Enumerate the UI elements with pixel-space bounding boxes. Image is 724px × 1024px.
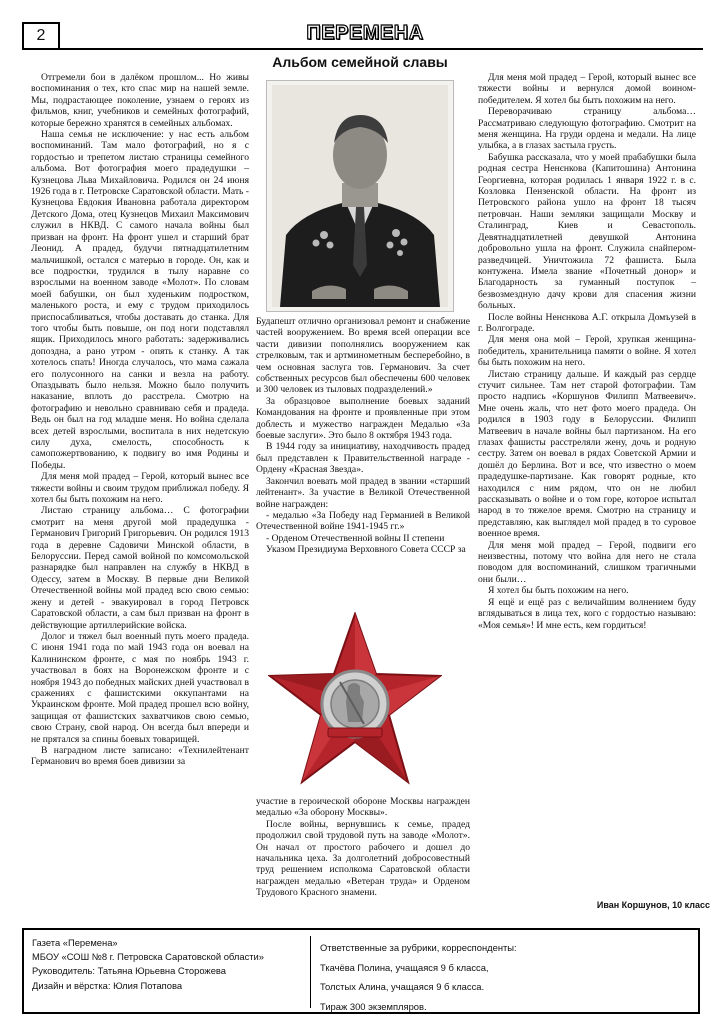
article-column-3 [478, 72, 696, 631]
paragraph: Я ещё и ещё раз с величайшим волнением буду вглядываться в лица тех, кого с гордостью называю: «Моя семья»! И мне есть, кем гордиться! [478, 596, 696, 631]
paragraph: После войны, вернувшись к семье, прадед продолжил свой трудовой путь на заводе «Молот». Он начал от простого рабочего и дошел до начальника цеха. За долголетний добросовестный труд решением исполкома Саратовской области награжден медалью «Ветеран труда» и Орденом Трудового Красного знамени. [256, 818, 470, 899]
correspondent: Толстых Алина, учащаяся 9 б класса. [320, 981, 485, 992]
paragraph: - Орденом Отечественной войны II степени [266, 532, 445, 544]
newspaper-name: Газета «Перемена» [32, 937, 118, 948]
order-red-star-drawing [268, 612, 442, 788]
paragraph: Для меня мой прадед – Герой, который вынес все тяжести войны и вернулся домой воином-победителем. Я хотел бы быть похожим на него. [478, 72, 696, 106]
supervisor: Руководитель: Татьяна Юрьевна Сторожева [32, 965, 226, 977]
paragraph: После войны Ненєнкова А.Г. открыла Домъузей в г. Волгограде. [478, 311, 696, 334]
paragraph: Будапешт отлично организовал ремонт и снабжение частей вооружением. Во время всей операции все части дивизии пополнялись вооружением как стрелковым, так и артминометным бесперебойно, в чем основная заслуга тов. Германович. За счет собственных ресурсов был обеспечены 600 человек и 300 человек из тыловых подразделений.» [256, 316, 470, 396]
paragraph: Я хотел бы быть похожим на него. [488, 585, 629, 597]
paragraph: Листаю страницу альбома… С фотографии смотрит на меня другой мой прадедушка - Германович Григорий Григорьевич. Он родился 1913 года в деревне Садовичи Минской области, в Белоруссии. Перед самой войной по комсомольской разнарядке был направлен на службу в НКВД в Одессу, затем в Москву. В первые дни Великой Отечественной войны мой прадед всю свою семью: жену и детей - эвакуировал в город Петровск Саратовской области, а сам был призван на фронт в действующие артиллерийские войска. [31, 505, 249, 631]
author-signature: Иван Коршунов, 10 класс [596, 900, 710, 910]
paragraph: Для меня мой прадед – Герой, подвиги его неизвестны, потому что война для него не стала поводом для воспоминаний, слишком трагичными они были… [478, 539, 696, 585]
paragraph: Наша семья не исключение: у нас есть альбом воспоминаний. Там мало фотографий, но я с гордостью и трепетом листаю страницы семейного альбома. Вот фотография моего прадедушки – Кузнецова Льва Михайловича. Родился он 24 июня 1926 года в г. Петровске Саратовской области. Мать - Кузнецова Евдокия Ивановна работала директором Детского Дома, отец Кузнецов Михаил Максимович служил в НКВД. С самого начала войны был призван на фронт. На фронт ушел и старший брат Леонид. А прадед, будучи пятнадцатилетним мальчишкой, остался с матерью в городе. Он, как и все подростки, трудился в тылу наравне со взрослыми на военном заводе «Молот». По словам моей бабушки, он был худеньким подростком, маленького роста, и ему с трудом приходилось приспосабливаться, чтобы доставать до станка. Для того чтобы быть повыше, он под ноги подставлял ящик. Приходилось много работать: задерживались допоздна, а рано утром - опять к станку. А так хотелось спать! Иногда случалось, что мама сажала его полусонного на санки и везла на работу. Опаздывать было нельзя. Можно было получить наказание, вплоть до расстрела. Смотрю на фотографию и невольно сравниваю себя и прадеда. Ведь он был на год младше меня. Но война сделала всех детей взрослыми, воспитала в них недетскую силу духа, смелость, способность к самопожертвованию, к подвигу во имя Родины и Победы. [31, 129, 249, 471]
imprint-left [32, 936, 304, 993]
paragraph: Долог и тяжел был военный путь моего прадеда. С июня 1941 года по май 1943 года он воевал на Калининском фронте, с мая по ноябрь 1943 г. участвовал в боях на Воронежском фронте и с ноября 1943 до победных майских дней участвовал в сражениях с фашистскими оккупантами на Украинском фронте. Мой прадед прошел всю войну, защищая от фашистских захватчиков свою семью, свою Страну, свой народ. Он всегда был впереди и не прятался за спины боевых товарищей. [31, 630, 249, 745]
paragraph: Листаю страницу дальше. И каждый раз сердце стучит сильнее. Там нет старой фотографии. Там просто надпись «Коршунов Филипп Матвеевич». Мне очень жаль, что нет фото моего прадеда. Он родился в 1903 году в Белоруссии. Филипп Матвеевич в начале войны был партизаном. На его глазах фашисты расстреляли жену, дочь и родную сестру. Затем он воевал в рядах Советской Армии и дошёл до Берлина. Вот и все, что известно о моем прадедушке-партизане. Как говорят родные, кто находился с ним рядом, что он не любил рассказывать о войне и о том горе, которое испытал народ в то тяжелое время. Смотрю на страницу и представляю, как выглядел мой прадед в то суровое военное время. [478, 368, 696, 540]
portrait-photo [266, 80, 454, 312]
portrait-photo-drawing [272, 85, 448, 307]
paragraph: Переворачиваю страницу альбома… Рассматриваю следующую фотографию. Смотрит на меня женщина. На груди ордена и медали. На лице улыбка, а в глазах застыла грусть. [478, 106, 696, 152]
paragraph: - медалью «За Победу над Германией в Великой Отечественной войне 1941-1945 гг.» [256, 509, 470, 533]
paragraph: В наградном листе записано: «Технилейтенант Германович во время боев дивизии за [31, 744, 249, 768]
circulation: Тираж 300 экземпляров. [320, 1000, 427, 1012]
masthead: ПЕРЕМЕНА [306, 21, 424, 44]
article-column-1 [31, 72, 249, 768]
paragraph: Бабушка рассказала, что у моей прабабушки была родная сестра Ненєнкова (Капитошина) Антонина Георгиевна, которая родилась 1 января 1922 г. в с. Козловка Пензенской области. На фронт из Петровского района ушло на фронт 18 тысяч петровчан. Наши земляки защищали Москву и Сталинград, Киев и Севастополь. Девятнадцатилетней девушкой Антонина добровольно ушла на фронт. Служила снайпером-разведчицей. Уничтожила 72 фашиста. Была контужена. Имела звание «Почетный донор» и Благодарность за гуманный поступок – безвозмездную дачу крови для спасения жизни больных. [478, 151, 696, 312]
header-rule [60, 48, 703, 50]
paragraph: За образцовое выполнение боевых заданий Командования на фронте и проявленные при этом доблесть и мужество награжден Медалью «За боевые заслуги». Это было 8 октября 1943 года. [256, 395, 470, 442]
correspondents-heading: Ответственные за рубрики, корреспонденты: [320, 942, 517, 953]
correspondent: Ткачёва Полина, учащаяся 9 б класса, [320, 961, 489, 973]
paragraph: Для меня мой прадед – Герой, который вынес все тяжести войны и своим трудом приближал победу. Я хотел бы быть похожим на него. [31, 471, 249, 506]
paragraph: Указом Президиума Верховного Совета СССР за [266, 544, 466, 556]
article-column-2-continued [256, 796, 470, 899]
page-number: 2 [22, 22, 60, 50]
paragraph: В 1944 году за инициативу, находчивость прадед был представлен к Правительственной награде - Ордену «Красная Звезда». [256, 441, 470, 476]
imprint-right [320, 938, 690, 1016]
paragraph: Для меня она мой – Герой, хрупкая женщина-победитель, хранительница памяти о войне. Я хотел бы быть похожим на него. [478, 334, 696, 369]
paragraph: Отгремели бои в далёком прошлом... Но живы воспоминания о тех, кто спас мир на нашей земле. Мы, подрастающее поколение, узнаем о героях из фильмов, книг, учебников и семейных фотографий, которые бережно хранятся в семейных альбомах. [31, 72, 249, 129]
paragraph: Закончил воевать мой прадед в звании «старший лейтенант». За участие в Великой Отечественной войне награжден: [256, 475, 470, 510]
order-red-star-icon [268, 612, 442, 788]
imprint-divider [310, 936, 311, 1008]
school-name: МБОУ «СОШ №8 г. Петровска Саратовской области» [32, 951, 264, 963]
article-headline: Альбом семейной славы [272, 54, 448, 70]
design-credit: Дизайн и вёрстка: Юлия Потапова [32, 979, 183, 991]
imprint-box [22, 928, 700, 1014]
article-column-2 [256, 316, 470, 556]
paragraph: участие в героической обороне Москвы награжден медалью «За оборону Москвы». [256, 796, 470, 819]
